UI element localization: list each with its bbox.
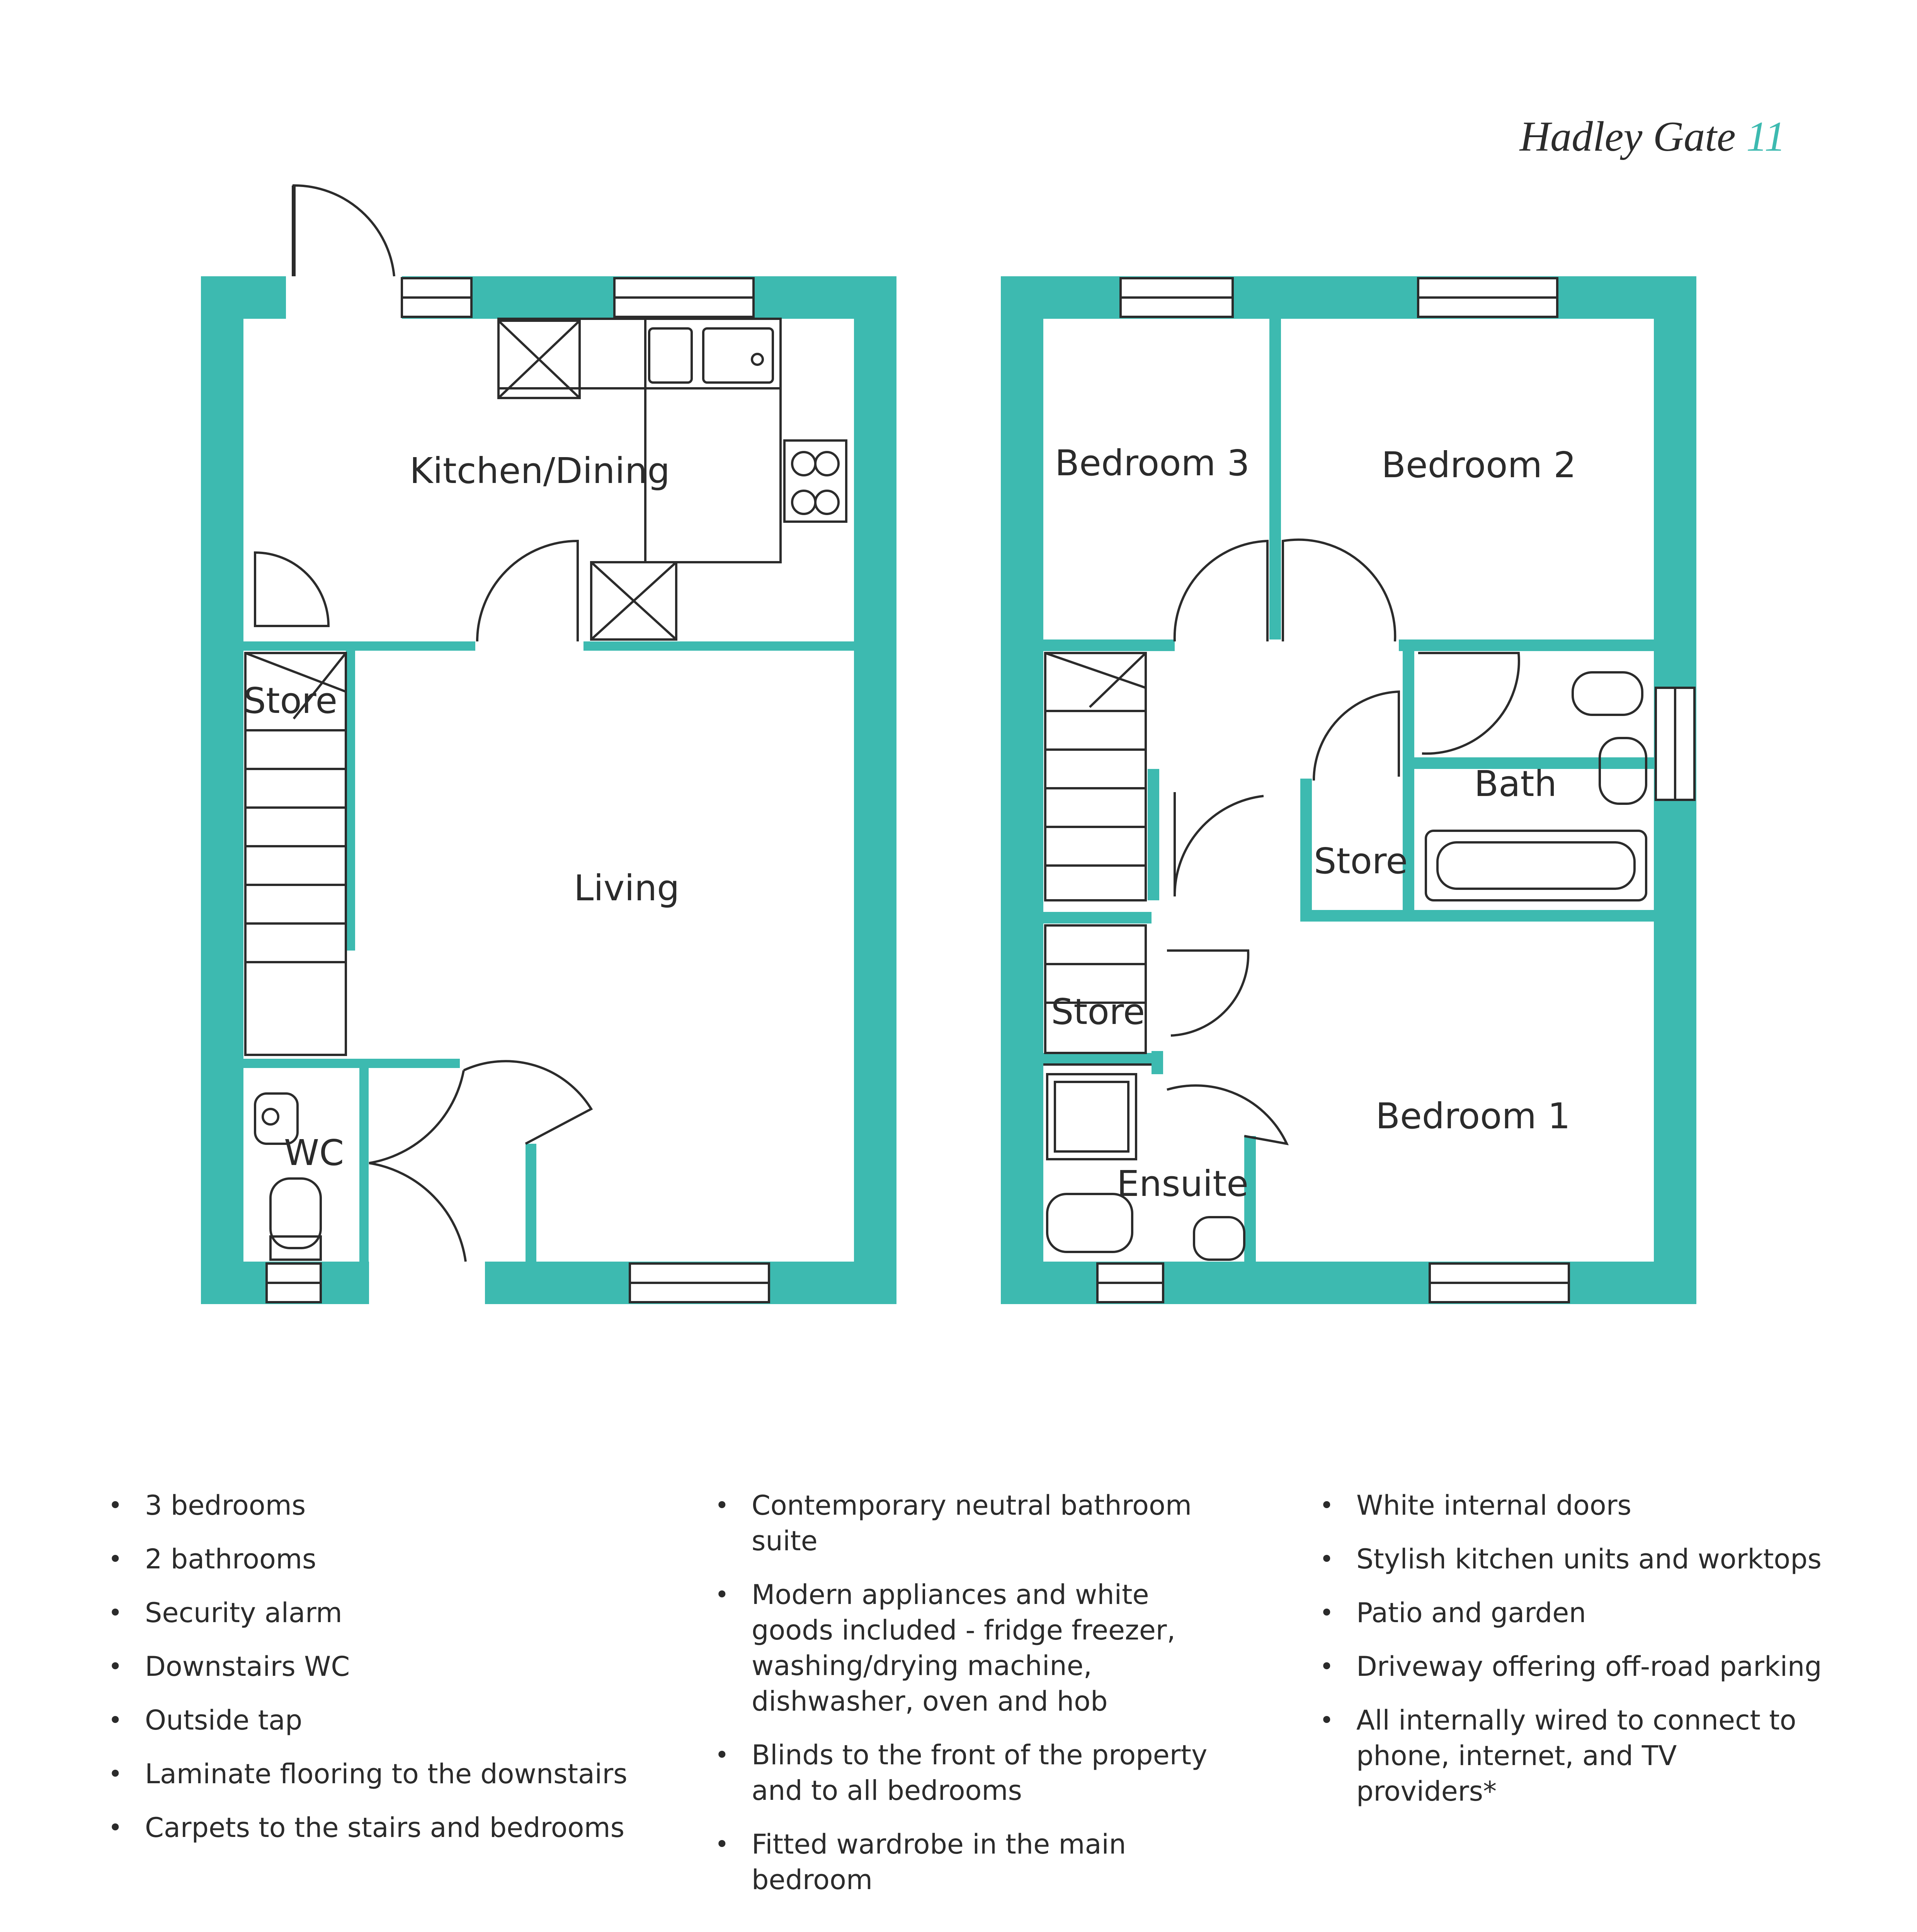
external-door-swing — [294, 185, 394, 276]
label-first-store-1: Store — [1314, 840, 1408, 882]
feature-item: • Downstairs WC — [108, 1649, 688, 1684]
feature-item: • Driveway offering off-road parking — [1320, 1649, 1822, 1684]
feature-item: • 3 bedrooms — [108, 1488, 688, 1523]
label-ensuite: Ensuite — [1117, 1163, 1249, 1204]
feature-item: • Stylish kitchen units and worktops — [1320, 1541, 1822, 1577]
feature-item: • Laminate flooring to the downstairs — [108, 1756, 688, 1792]
label-wc: WC — [284, 1132, 344, 1173]
feature-item: • 2 bathrooms — [108, 1541, 688, 1577]
feature-item: • Blinds to the front of the property and to all bedrooms — [715, 1737, 1217, 1808]
label-first-store-2: Store — [1051, 991, 1145, 1032]
feature-item: • All internally wired to connect to phone, internet, and TV providers* — [1320, 1702, 1822, 1809]
feature-item: • White internal doors — [1320, 1488, 1822, 1523]
feature-item: • Contemporary neutral bathroom suite — [715, 1488, 1217, 1559]
first-floor-plan — [1001, 276, 1696, 1304]
label-bedroom2: Bedroom 2 — [1381, 444, 1576, 486]
feature-item: • Outside tap — [108, 1702, 688, 1738]
development-name: Hadley Gate — [1519, 113, 1736, 160]
label-bath: Bath — [1474, 763, 1557, 804]
plot-number: 11 — [1746, 113, 1786, 160]
label-living: Living — [574, 867, 680, 909]
feature-item: • Fitted wardrobe in the main bedroom — [715, 1827, 1217, 1898]
label-kitchen: Kitchen/Dining — [410, 450, 670, 492]
feature-item: • Modern appliances and white goods included - fridge freezer, washing/drying machine, dishwasher, oven and hob — [715, 1577, 1217, 1719]
feature-item: • Security alarm — [108, 1595, 688, 1631]
label-bedroom1: Bedroom 1 — [1376, 1095, 1570, 1137]
feature-item: • Patio and garden — [1320, 1595, 1822, 1631]
feature-list-2 — [715, 1488, 1217, 1916]
feature-list-1 — [108, 1488, 688, 1864]
feature-item: • Carpets to the stairs and bedrooms — [108, 1810, 688, 1845]
label-bedroom3: Bedroom 3 — [1055, 442, 1250, 484]
feature-list-3 — [1320, 1488, 1822, 1827]
label-ground-store: Store — [243, 680, 338, 721]
